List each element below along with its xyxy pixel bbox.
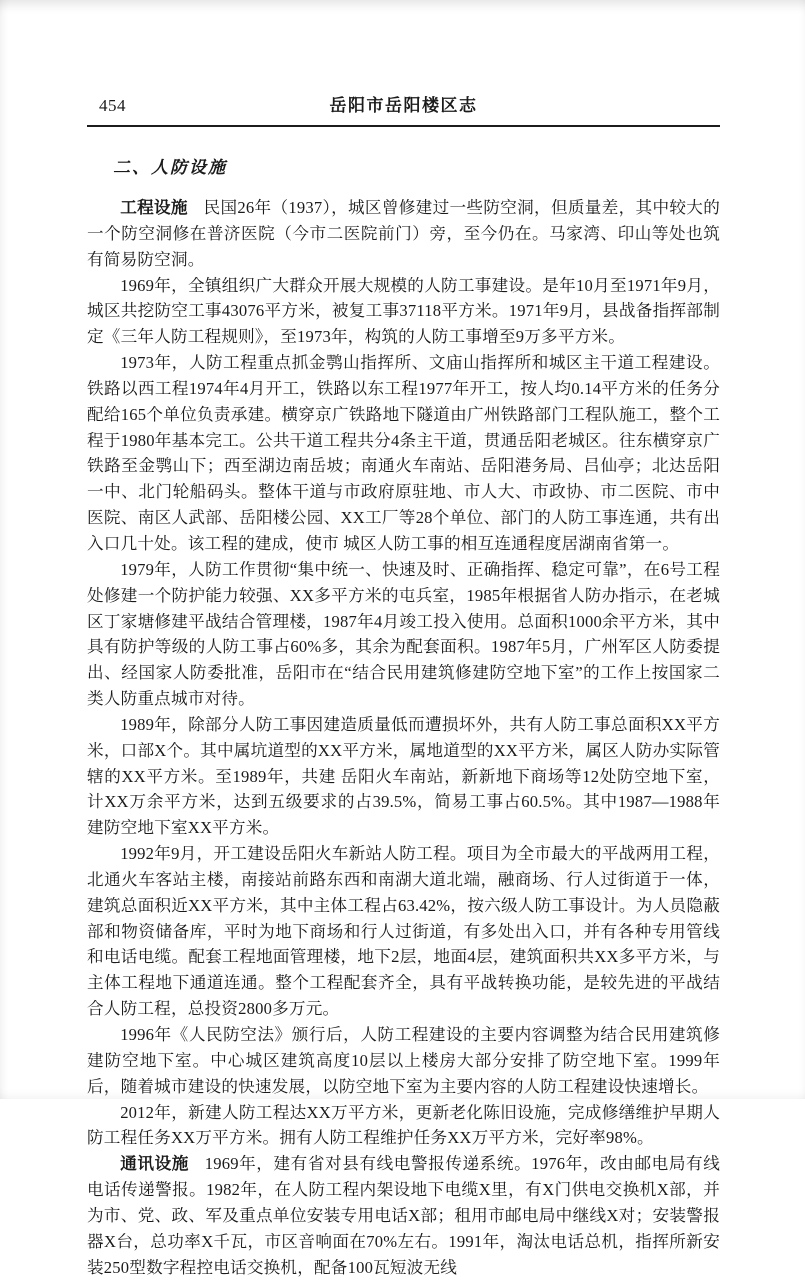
paragraph-text: 1973年，人防工程重点抓金鹗山指挥所、文庙山指挥所和城区主干道工程建设。铁路以西工程1974年4月开工，铁路以东工程1977年开工，按人均0.14平方米的任务分配给165个单位负责承建。横穿京广铁路地下隧道由广州铁路部门工程队施工，整个工程于1980年基本完工。公共干道工程共分4条主干道，贯通岳阳老城区。往东横穿京广铁路至金鹗山下；西至湖边南岳坡；南通火车南站、岳阳港务局、吕仙亭；北达岳阳一中、北门轮船码头。整体干道与市政府原驻地、市人大、市政协、市二医院、市中医院、南区人武部、岳阳楼公园、XX工厂等28个单位、部门的人防工事连通，共有出入口几十处。该工程的建成，使市 城区人防工事的相互连通程度居湖南省第一。 xyxy=(87,353,720,553)
section-heading: 二、人防设施 xyxy=(113,158,227,177)
body-paragraph xyxy=(87,195,720,273)
paragraph-text: 1996年《人民防空法》颁行后，人防工程建设的主要内容调整为结合民用建筑修建防空地下室。中心城区建筑高度10层以上楼房大部分安排了防空地下室。1999年后，随着城市建设的快速发展，以防空地下室为主要内容的人防工程建设快速增长。 xyxy=(87,1025,720,1096)
paragraph-text: 民国26年（1937），城区曾修建过一些防空洞，但质量差，其中较大的一个防空洞修在普济医院（今市二医院前门）旁，至今仍在。马家湾、印山等处也筑有简易防空洞。 xyxy=(87,198,720,269)
page-number: 454 xyxy=(99,96,126,115)
body-paragraph xyxy=(87,1100,720,1152)
body-paragraph xyxy=(87,350,720,557)
body-paragraph xyxy=(87,273,720,351)
paragraph-text: 2012年，新建人防工程达XX万平方米，更新老化陈旧设施，完成修缮维护早期人防工程任务XX万平方米。拥有人防工程维护任务XX万平方米，完好率98%。 xyxy=(87,1102,720,1148)
body-paragraph xyxy=(87,557,720,712)
body-paragraph xyxy=(87,1151,720,1280)
paragraph-text: 1979年，人防工作贯彻“集中统一、快速及时、正确指挥、稳定可靠”，在6号工程处修建一个防护能力较强、XX多平方米的屯兵室，1985年根据省人防办指示，在老城区丁家塘修建平战结合管理楼，1987年4月竣工投入使用。总面积1000余平方米，其中具有防护等级的人防工事占60%多，其余为配套面积。1987年5月，广州军区人防委提出、经国家人防委批准，岳阳市在“结合民用建筑修建防空地下室”的工作上按国家二类人防重点城市对待。 xyxy=(87,559,720,709)
page-content xyxy=(87,96,720,1280)
body-paragraph xyxy=(87,712,720,841)
paragraph-lead-label: 通讯设施 xyxy=(120,1154,189,1174)
header-rule xyxy=(87,125,720,127)
paragraph-text: 1989年，除部分人防工事因建造质量低而遭损坏外，共有人防工事总面积XX平方米，口部X个。其中属坑道型的XX平方米，属地道型的XX平方米，属区人防办实际管辖的XX平方米。至1989年，共建 岳阳火车南站，新新地下商场等12处防空地下室，计XX万余平方米，达到五级要求的占39.5%，简易工事占60.5%。其中1987—1988年建防空地下室XX平方米。 xyxy=(87,714,720,838)
paragraph-text: 1969年，全镇组织广大群众开展大规模的人防工事建设。是年10月至1971年9月，城区共挖防空工事43076平方米，被复工事37118平方米。1971年9月，县战备指挥部制定《三年人防工程规则》，至1973年，构筑的人防工事增至9万多平方米。 xyxy=(87,275,720,347)
paragraph-text: 1992年9月，开工建设岳阳火车新站人防工程。项目为全市最大的平战两用工程，北通火车客站主楼，南接站前路东西和南湖大道北端，融商场、行人过街道于一体，建筑总面积近XX平方米，其中主体工程占63.42%，按六级人防工事设计。为人员隐蔽部和物资储备库，平时为地下商场和行人过街道，有多处出入口，并有各种专用管线和电话电缆。配套工程地面管理楼，地下2层，地面4层，建筑面积共XX多平方米，与主体工程地下通道连通。整个工程配套齐全，具有平战转换功能，是较先进的平战结合人防工程，总投资2800多万元。 xyxy=(87,844,720,1019)
paragraph-text: 1969年，建有省对县有线电警报传递系统。1976年，改由邮电局有线电话传递警报。1982年，在人防工程内架设地下电缆X里，有X门供电交换机X部，并为市、党、政、军及重点单位安装专用电话X部；租用市邮电局中继线X对；安装警报器X台，总功率X千瓦，市区音响面在70%左右。1991年，淘汰电话总机，指挥所新安装250型数字程控电话交换机，配备100瓦短波无线 xyxy=(87,1154,720,1277)
running-head xyxy=(87,96,720,120)
book-title: 岳阳市岳阳楼区志 xyxy=(329,96,478,115)
body-paragraph xyxy=(87,1022,720,1100)
body-paragraph xyxy=(87,841,720,1022)
paragraph-lead-label: 工程设施 xyxy=(120,198,188,217)
body-text xyxy=(87,195,720,1280)
